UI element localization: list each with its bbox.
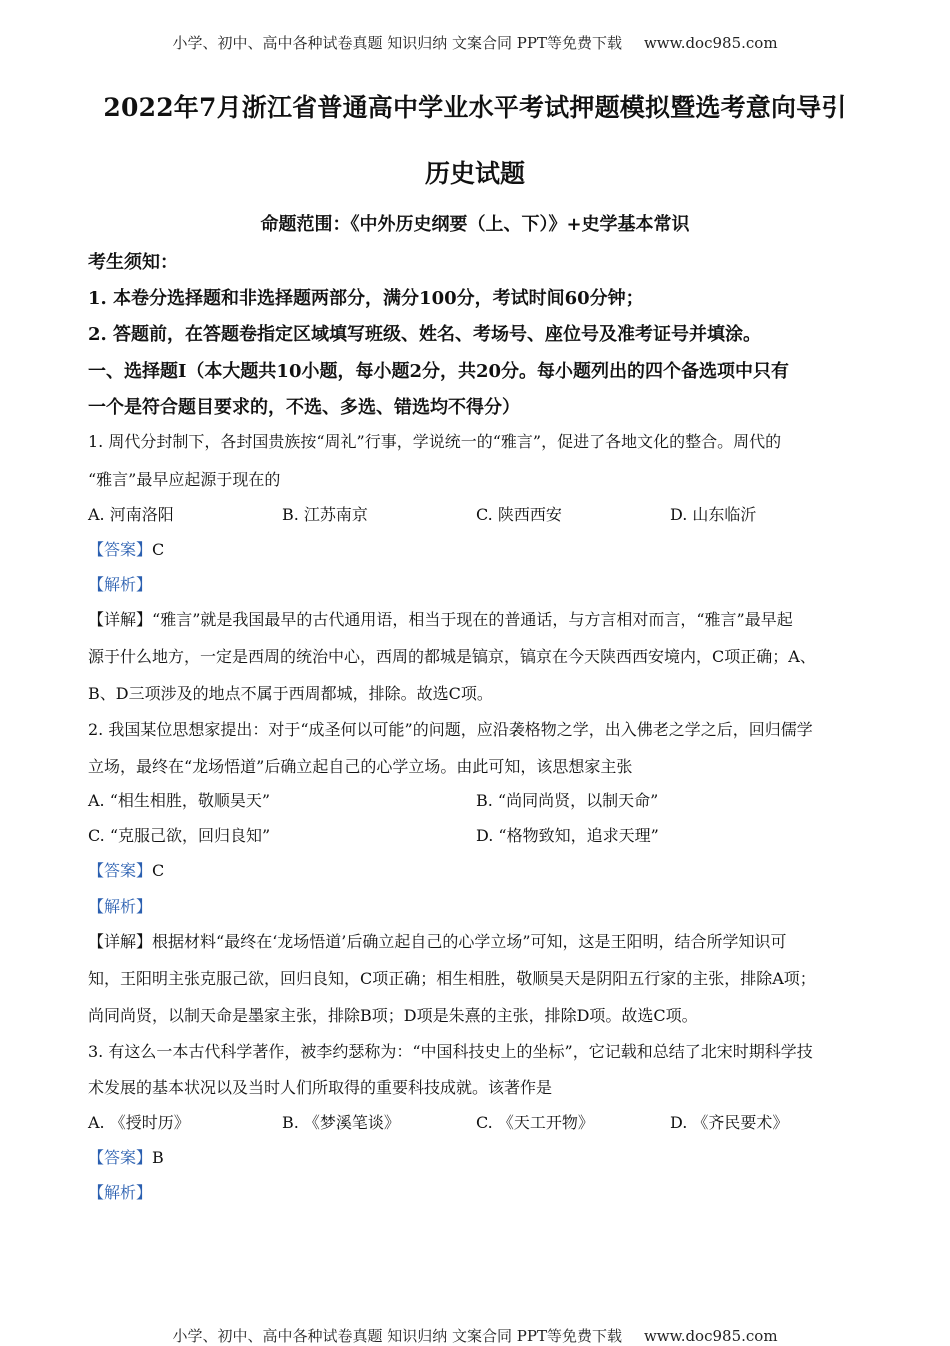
- q1-answer: [88, 537, 863, 560]
- q3-stem-cont: 术发展的基本状况以及当时人们所取得的重要科技成就。该著作是: [88, 1078, 553, 1097]
- footer-site-link[interactable]: www.doc985.com: [643, 1327, 778, 1345]
- q2-analysis-tag: 【解析】: [88, 897, 153, 916]
- page-header: [0, 32, 950, 53]
- q2-detail: [88, 929, 863, 952]
- answer-tag: 【答案】: [88, 540, 153, 559]
- q2-detail-cont: 知，王阳明主张克服己欲，回归良知，C项正确；相生相胜，敬顺昊天是阴阳五行家的主张，排除A项；: [88, 969, 816, 988]
- detail-tag: 【详解】: [88, 932, 153, 951]
- q2-option-d: D. “格物致知，追求天理”: [476, 826, 659, 845]
- q2-option-a: A. “相生相胜，敬顺昊天”: [88, 791, 271, 810]
- q3-option-c: C. 《天工开物》: [476, 1113, 594, 1132]
- q2-detail-text: 根据材料“最终在‘龙场悟道’后确立起自己的心学立场”可知，这是王阳明，结合所学知识可: [152, 932, 787, 951]
- header-text: 小学、初中、高中各种试卷真题 知识归纳 文案合同 PPT等免费下载: [172, 34, 622, 52]
- answer-tag: 【答案】: [88, 1148, 153, 1167]
- q2-answer: [88, 858, 863, 881]
- q2-answer-value: C: [152, 861, 165, 880]
- q1-option-c: C. 陕西西安: [476, 505, 562, 524]
- q3-stem: 3. 有这么一本古代科学著作，被李约瑟称为：“中国科技史上的坐标”，它记载和总结了北宋时期科学技: [88, 1042, 813, 1061]
- q1-detail-text: “雅言”就是我国最早的古代通用语，相当于现在的普通话，与方言相对而言，“雅言”最早起: [152, 610, 793, 629]
- section-heading: 一、选择题Ⅰ（本大题共10小题，每小题2分，共20分。每小题列出的四个备选项中只有: [88, 361, 790, 382]
- exam-scope: 命题范围：《中外历史纲要（上、下）》+史学基本常识: [260, 214, 690, 235]
- q1-option-a: A. 河南洛阳: [88, 505, 174, 524]
- q1-option-d: D. 山东临沂: [670, 505, 757, 524]
- q3-answer-value: B: [152, 1148, 164, 1167]
- q1-detail: [88, 607, 863, 630]
- q1-stem-cont: “雅言”最早应起源于现在的: [88, 470, 281, 489]
- header-site-link[interactable]: www.doc985.com: [643, 34, 778, 52]
- q2-option-c: C. “克服己欲，回归良知”: [88, 826, 271, 845]
- q3-option-b: B. 《梦溪笔谈》: [282, 1113, 400, 1132]
- q3-option-a: A. 《授时历》: [88, 1113, 190, 1132]
- detail-tag: 【详解】: [88, 610, 153, 629]
- q1-analysis-tag: 【解析】: [88, 575, 153, 594]
- q3-answer: [88, 1145, 863, 1168]
- footer-text: 小学、初中、高中各种试卷真题 知识归纳 文案合同 PPT等免费下载: [172, 1327, 622, 1345]
- answer-tag: 【答案】: [88, 861, 153, 880]
- q3-analysis-tag: 【解析】: [88, 1183, 153, 1202]
- notice-heading: 考生须知：: [88, 252, 178, 273]
- exam-subject: 历史试题: [424, 159, 525, 188]
- q1-stem: 1. 周代分封制下，各封国贵族按“周礼”行事，学说统一的“雅言”，促进了各地文化的整合。周代的: [88, 432, 782, 451]
- exam-title: 2022年7月浙江省普通高中学业水平考试押题模拟暨选考意向导引: [103, 93, 847, 122]
- q2-stem-cont: 立场，最终在“龙场悟道”后确立起自己的心学立场。由此可知，该思想家主张: [88, 757, 633, 776]
- q2-option-b: B. “尚同尚贤，以制天命”: [476, 791, 659, 810]
- q2-stem: 2. 我国某位思想家提出：对于“成圣何以可能”的问题，应沿袭格物之学，出入佛老之学之后，回归儒学: [88, 720, 813, 739]
- notice-item-1: 1. 本卷分选择题和非选择题两部分，满分100分，考试时间60分钟；: [88, 288, 644, 309]
- q2-detail-cont-2: 尚同尚贤，以制天命是墨家主张，排除B项；D项是朱熹的主张，排除D项。故选C项。: [88, 1006, 698, 1025]
- q1-detail-cont: 源于什么地方，一定是西周的统治中心，西周的都城是镐京，镐京在今天陕西西安境内，C项正确；A、: [88, 647, 816, 666]
- page-footer: [0, 1325, 950, 1346]
- q1-answer-value: C: [152, 540, 165, 559]
- q1-detail-cont-2: B、D三项涉及的地点不属于西周都城，排除。故选C项。: [88, 684, 493, 703]
- notice-item-2: 2. 答题前，在答题卷指定区域填写班级、姓名、考场号、座位号及准考证号并填涂。: [88, 324, 762, 345]
- section-heading-cont: 一个是符合题目要求的，不选、多选、错选均不得分）: [88, 397, 520, 418]
- q3-option-d: D. 《齐民要术》: [670, 1113, 789, 1132]
- q1-option-b: B. 江苏南京: [282, 505, 368, 524]
